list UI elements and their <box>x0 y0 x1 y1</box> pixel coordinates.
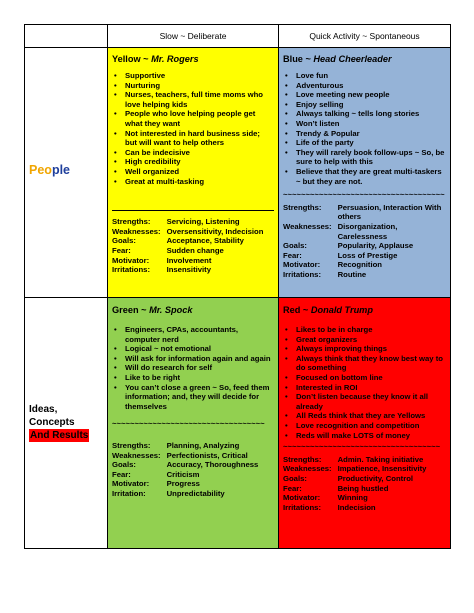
trait-item: • Love fun <box>283 71 446 81</box>
quadrant-color-name: Red <box>283 305 301 315</box>
profile-value: Unpredictability <box>166 488 225 498</box>
profile-value: Routine <box>337 269 367 279</box>
header-slow-deliberate: Slow ~ Deliberate <box>159 31 227 41</box>
quadrant-title-separator: ~ <box>141 305 147 315</box>
profile-value: Oversensitivity, Indecision <box>166 226 264 236</box>
quadrant-title <box>112 53 274 65</box>
trait-item: • Like to be right <box>112 373 274 383</box>
profile-key: Fear: <box>283 250 302 260</box>
profile-key: Strengths: <box>112 217 151 227</box>
trait-item: • Life of the party <box>283 138 446 148</box>
profile-key: Strengths: <box>283 202 322 212</box>
profile-value: Indecision <box>337 502 376 512</box>
profile-value: Impatience, Insensitivity <box>337 464 427 474</box>
profile-value: Servicing, Listening <box>166 217 240 227</box>
trait-item: • Likes to be in charge <box>283 325 446 335</box>
quadrant-persona: Mr. Spock <box>149 305 193 315</box>
trait-list <box>283 325 446 440</box>
profile-row <box>112 451 258 461</box>
profile-key: Motivator: <box>283 260 321 270</box>
profile-row <box>283 503 426 513</box>
trait-item: • Great at multi-tasking <box>112 177 274 187</box>
trait-item: • Supportive <box>112 71 274 81</box>
profile-row <box>283 455 426 465</box>
profile-key: Weaknesses: <box>283 221 332 231</box>
trait-item: • Love meeting new people <box>283 90 446 100</box>
tilde-divider: ~~~~~~~~~~~~~~~~~~~~~~~~~~~~~~~~~~~ <box>283 442 441 452</box>
row-label-ideas-line3: And Results <box>30 430 89 441</box>
profile-row <box>112 256 263 266</box>
trait-item: • Well organized <box>112 167 274 177</box>
trait-item: • Will do research for self <box>112 363 274 373</box>
profile-key: Irritation: <box>112 488 146 498</box>
section-rule <box>112 210 274 211</box>
quadrant-red <box>279 298 450 548</box>
trait-item: • Enjoy selling <box>283 100 446 110</box>
quadrant-color-name: Yellow <box>112 54 141 64</box>
profile-table <box>283 203 446 280</box>
profile-key: Goals: <box>283 473 307 483</box>
row-label-people <box>29 163 70 177</box>
profile-value: Criticism <box>166 469 200 479</box>
profile-row <box>283 493 426 503</box>
profile-value: Productivity, Control <box>337 473 414 483</box>
trait-item: • High credibility <box>112 157 274 167</box>
profile-key: Motivator: <box>112 479 150 489</box>
trait-item: • Will ask for information again and again <box>112 354 274 364</box>
quadrant-persona: Donald Trump <box>310 305 373 315</box>
profile-key: Irritations: <box>283 502 322 512</box>
quadrant-persona: Mr. Rogers <box>151 54 199 64</box>
profile-value: Being hustled <box>337 483 389 493</box>
profile-row <box>283 270 446 280</box>
profile-key: Strengths: <box>283 454 322 464</box>
trait-item: • Believe that they are great multi-taskers ~ but they are not. <box>283 167 446 186</box>
trait-item: • Interested in ROI <box>283 383 446 393</box>
profile-key: Motivator: <box>283 493 321 503</box>
quadrant-color-name: Green <box>112 305 139 315</box>
trait-list <box>112 71 274 186</box>
profile-value: Perfectionists, Critical <box>166 450 248 460</box>
profile-row <box>283 260 446 270</box>
trait-item: • They will rarely book follow-ups ~ So, be sure to help with this <box>283 148 446 167</box>
personality-color-table <box>24 24 451 549</box>
quadrant-persona: Head Cheerleader <box>313 54 392 64</box>
profile-row <box>283 464 426 474</box>
trait-list <box>283 71 446 186</box>
quadrant-title-separator: ~ <box>305 54 311 64</box>
profile-key: Fear: <box>112 245 131 255</box>
trait-item: • Don’t listen because they know it all already <box>283 392 446 411</box>
trait-item: • All Reds think that they are Yellows <box>283 411 446 421</box>
profile-row <box>112 246 263 256</box>
profile-value: Sudden change <box>166 245 224 255</box>
profile-row <box>112 489 258 499</box>
profile-table <box>283 455 426 513</box>
profile-key: Weaknesses: <box>112 450 161 460</box>
trait-item: • People who love helping people get what they want <box>112 109 274 128</box>
tilde-divider: ~~~~~~~~~~~~~~~~~~~~~~~~~~~~~~~~~~~~ <box>283 190 445 200</box>
profile-key: Weaknesses: <box>283 464 332 474</box>
profile-value: Accuracy, Thoroughness <box>166 460 259 470</box>
profile-key: Irritations: <box>112 265 151 275</box>
quadrant-green <box>108 298 278 548</box>
quadrant-title-separator: ~ <box>302 305 309 315</box>
trait-list <box>112 325 274 411</box>
trait-item: • Logical ~ not emotional <box>112 344 274 354</box>
profile-row <box>283 222 446 241</box>
tilde-divider: ~~~~~~~~~~~~~~~~~~~~~~~~~~~~~~~~~~ <box>112 419 265 429</box>
profile-key: Strengths: <box>112 440 151 450</box>
profile-row <box>283 474 426 484</box>
profile-value: Popularity, Applause <box>337 241 414 251</box>
trait-item: • Always talking ~ tells long stories <box>283 109 446 119</box>
profile-key: Goals: <box>283 241 307 251</box>
header-quick-spontaneous: Quick Activity ~ Spontaneous <box>309 31 420 41</box>
profile-table <box>112 441 258 499</box>
profile-row <box>283 241 446 251</box>
row-label-people-part2: ple <box>51 163 70 177</box>
quadrant-title-separator: ~ <box>143 54 149 64</box>
trait-item: • Nurturing <box>112 81 274 91</box>
profile-value: Progress <box>166 479 200 489</box>
trait-item: • Nurses, teachers, full time moms who love helping kids <box>112 90 274 109</box>
trait-item: • Not interested in hard business side; but will want to help others <box>112 129 274 148</box>
profile-value: Involvement <box>166 255 212 265</box>
trait-item: • You can’t close a green ~ So, feed them information; and, they will decide for themselves <box>112 383 274 412</box>
profile-key: Weaknesses: <box>112 226 161 236</box>
profile-table <box>112 217 263 275</box>
profile-row <box>283 484 426 494</box>
profile-key: Fear: <box>283 483 302 493</box>
row-label-ideas <box>29 403 89 442</box>
profile-value: Insensitivity <box>166 265 212 275</box>
profile-value: Acceptance, Stability <box>166 236 244 246</box>
profile-row <box>112 441 258 451</box>
quadrant-title <box>112 304 274 316</box>
trait-item: • Always improving things <box>283 344 446 354</box>
profile-value: Loss of Prestige <box>337 250 398 260</box>
profile-value: Winning <box>337 493 368 503</box>
profile-row <box>112 217 263 227</box>
trait-item: • Trendy & Popular <box>283 129 446 139</box>
trait-item: • Can be indecisive <box>112 148 274 158</box>
profile-row <box>112 227 263 237</box>
trait-item: • Always think that they know best way to do something <box>283 354 446 373</box>
row-label-people-part1: Peo <box>29 163 52 177</box>
profile-value: Recognition <box>337 260 382 270</box>
quadrant-blue <box>279 48 450 297</box>
quadrant-yellow <box>108 48 278 297</box>
trait-item: • Reds will make LOTS of money <box>283 431 446 441</box>
quadrant-title <box>283 53 446 65</box>
profile-key: Motivator: <box>112 255 150 265</box>
row-label-ideas-line2: Concepts <box>29 417 75 428</box>
profile-row <box>112 265 263 275</box>
profile-row <box>283 251 446 261</box>
profile-key: Fear: <box>112 469 131 479</box>
quadrant-color-name: Blue <box>283 54 303 64</box>
profile-row <box>112 470 258 480</box>
row-label-ideas-line1: Ideas, <box>29 404 58 415</box>
profile-value: Persuasion, Interaction With others <box>337 202 442 222</box>
trait-item: • Focused on bottom line <box>283 373 446 383</box>
trait-item: • Won’t listen <box>283 119 446 129</box>
profile-key: Goals: <box>112 236 136 246</box>
trait-item: • Love recognition and competition <box>283 421 446 431</box>
quadrant-title <box>283 304 446 316</box>
profile-row <box>283 203 446 222</box>
profile-row <box>112 236 263 246</box>
profile-row <box>112 479 258 489</box>
profile-key: Irritations: <box>283 269 322 279</box>
trait-item: • Adventurous <box>283 81 446 91</box>
profile-value: Planning, Analyzing <box>166 440 240 450</box>
profile-row <box>112 460 258 470</box>
profile-value: Disorganization, Carelessness <box>337 221 398 241</box>
profile-key: Goals: <box>112 460 136 470</box>
trait-item: • Engineers, CPAs, accountants, computer nerd <box>112 325 274 344</box>
profile-value: Admin. Taking initiative <box>337 454 424 464</box>
trait-item: • Great organizers <box>283 335 446 345</box>
